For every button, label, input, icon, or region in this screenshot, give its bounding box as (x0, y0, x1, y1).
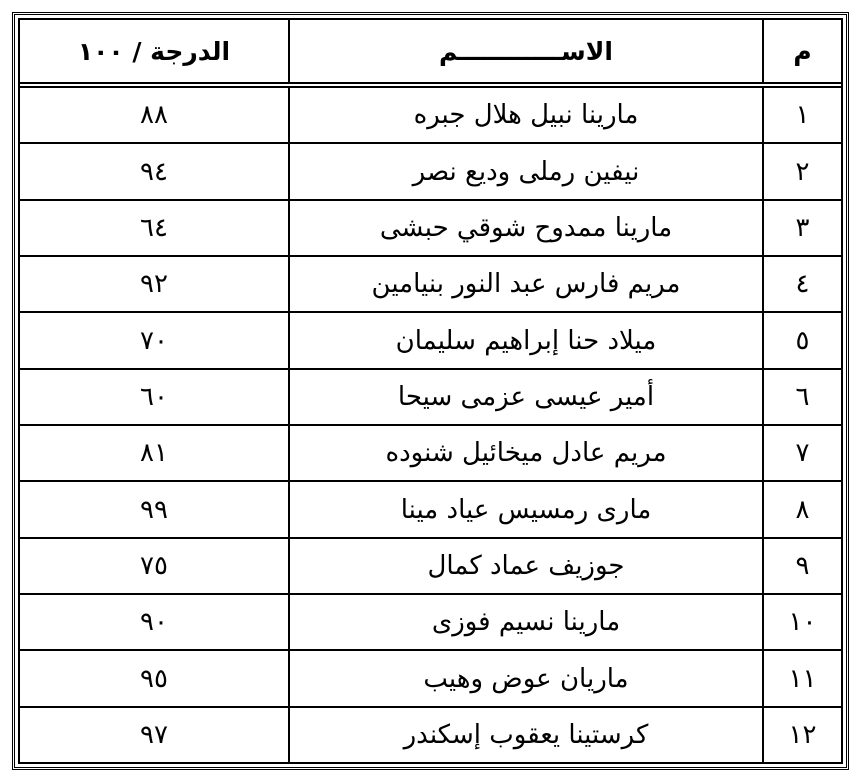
student-grade: ٩٩ (20, 481, 289, 537)
header-row (20, 20, 841, 85)
student-grade: ٦٤ (20, 200, 289, 256)
student-grade: ٦٠ (20, 369, 289, 425)
student-grade: ٧٥ (20, 538, 289, 594)
table-row (20, 369, 841, 425)
grades-table (20, 20, 841, 762)
table-row (20, 481, 841, 537)
row-number: ٤ (763, 256, 841, 312)
student-grade: ٨٨ (20, 85, 289, 143)
student-name: جوزيف عماد كمال (289, 538, 763, 594)
student-grade: ٧٠ (20, 312, 289, 368)
row-number: ٦ (763, 369, 841, 425)
table-row (20, 256, 841, 312)
student-grade: ٨١ (20, 425, 289, 481)
row-number: ١١ (763, 650, 841, 706)
table-row (20, 425, 841, 481)
table-row (20, 707, 841, 762)
student-name: أمير عيسى عزمى سيحا (289, 369, 763, 425)
table-row (20, 312, 841, 368)
row-number: ٨ (763, 481, 841, 537)
row-number: ٩ (763, 538, 841, 594)
row-number: ٧ (763, 425, 841, 481)
student-grade: ٩٤ (20, 143, 289, 199)
header-name: الاســــــــــــم (289, 20, 763, 85)
table-row (20, 143, 841, 199)
table-row (20, 538, 841, 594)
student-name: مارى رمسيس عياد مينا (289, 481, 763, 537)
student-name: مارينا نسيم فوزى (289, 594, 763, 650)
student-name: ماريان عوض وهيب (289, 650, 763, 706)
table-header (20, 20, 841, 85)
table-row (20, 594, 841, 650)
row-number: ١٢ (763, 707, 841, 762)
row-number: ١ (763, 85, 841, 143)
table-row (20, 650, 841, 706)
student-grade: ٩٧ (20, 707, 289, 762)
student-name: مارينا نبيل هلال جبره (289, 85, 763, 143)
grades-sheet (12, 12, 849, 770)
grades-sheet-inner (18, 18, 843, 764)
table-body (20, 85, 841, 762)
row-number: ٣ (763, 200, 841, 256)
table-row (20, 200, 841, 256)
student-name: كرستينا يعقوب إسكندر (289, 707, 763, 762)
student-name: نيفين رملى وديع نصر (289, 143, 763, 199)
row-number: ١٠ (763, 594, 841, 650)
student-name: مريم فارس عبد النور بنيامين (289, 256, 763, 312)
student-name: مارينا ممدوح شوقي حبشى (289, 200, 763, 256)
row-number: ٢ (763, 143, 841, 199)
student-name: مريم عادل ميخائيل شنوده (289, 425, 763, 481)
student-name: ميلاد حنا إبراهيم سليمان (289, 312, 763, 368)
header-grade: الدرجة / ١٠٠ (20, 20, 289, 85)
student-grade: ٩٢ (20, 256, 289, 312)
table-row (20, 85, 841, 143)
header-number: م (763, 20, 841, 85)
student-grade: ٩٠ (20, 594, 289, 650)
row-number: ٥ (763, 312, 841, 368)
student-grade: ٩٥ (20, 650, 289, 706)
